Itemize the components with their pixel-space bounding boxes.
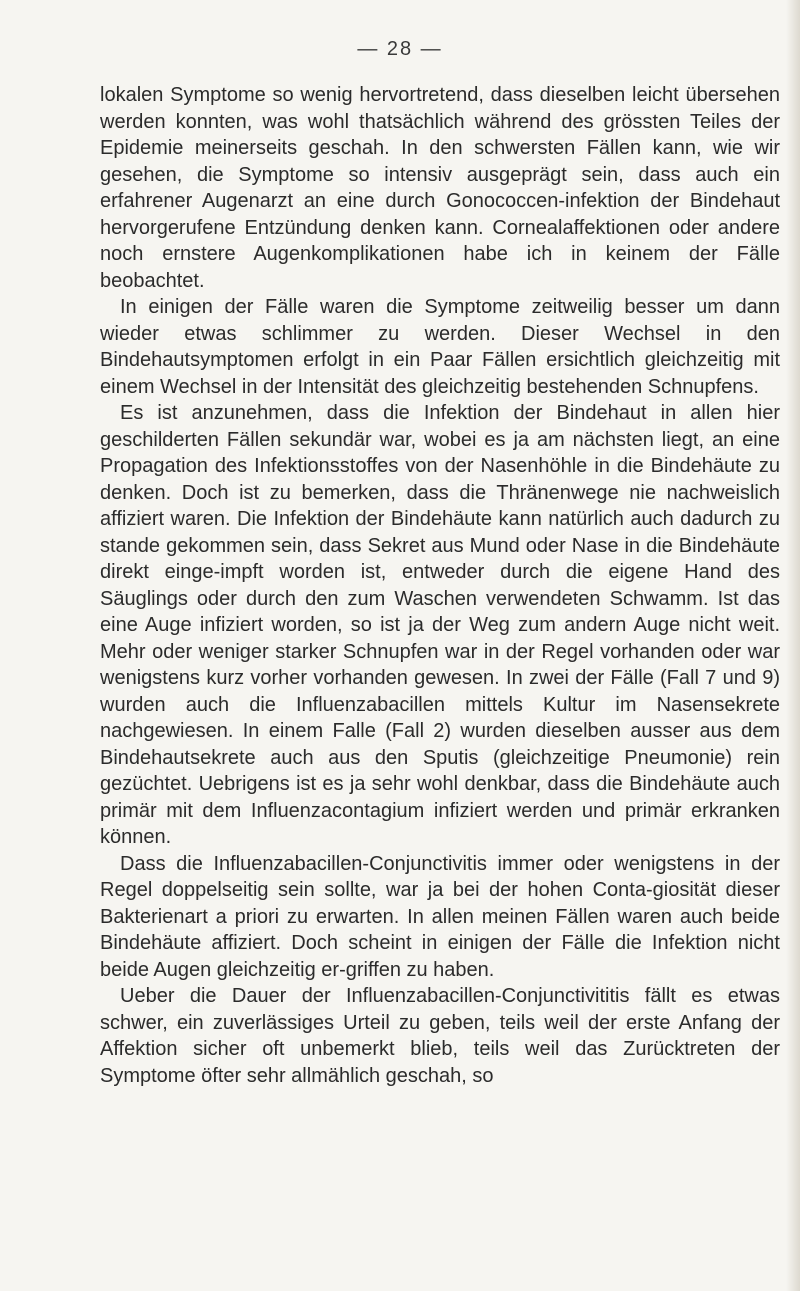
- page-edge-shadow: [786, 0, 800, 1291]
- body-text: [100, 82, 780, 1089]
- page-number: — 28 —: [357, 38, 443, 60]
- paragraph: Ueber die Dauer der Influenzabacillen-Conjunctivititis fällt es etwas schwer, ein zuverlässiges Urteil zu geben, teils weil der erste Anfang der Affektion sicher oft unbemerkt blieb, teils weil das Zurücktreten der Symptome öfter sehr allmählich geschah, so: [100, 985, 780, 1087]
- paragraph: Es ist anzunehmen, dass die Infektion der Bindehaut in allen hier geschilderten Fällen sekundär war, wobei es ja am nächsten liegt, an eine Propagation des Infektionsstoffes von der Nasenhöhle in die Bindehäute zu denken. Doch ist zu bemerken, dass die Thränenwege nie nachweislich affiziert waren. Die Infektion der Bindehäute kann natürlich auch dadurch zu stande gekommen sein, dass Sekret aus Mund oder Nase in die Bindehäute direkt einge-impft worden ist, entweder durch die eigene Hand des Säuglings oder durch den zum Waschen verwendeten Schwamm. Ist das eine Auge infiziert worden, so ist ja der Weg zum andern Auge nicht weit. Mehr oder weniger starker Schnupfen war in der Regel vorhanden oder war wenigstens kurz vorher vorhanden gewesen. In zwei der Fälle (Fall 7 und 9) wurden auch die Influenzabacillen mittels Kultur im Nasensekrete nachgewiesen. In einem Falle (Fall 2) wurden dieselben ausser aus dem Bindehautsekrete auch aus den Sputis (gleichzeitige Pneumonie) rein gezüchtet. Uebrigens ist es ja sehr wohl denkbar, dass die Bindehäute auch primär mit dem Influenzacontagium infiziert werden und primär erkranken können.: [100, 402, 780, 848]
- paragraph: In einigen der Fälle waren die Symptome zeitweilig besser um dann wieder etwas schlimmer zu werden. Dieser Wechsel in den Bindehautsymptomen erfolgt in ein Paar Fällen ersichtlich gleichzeitig mit einem Wechsel in der Intensität des gleichzeitig bestehenden Schnupfens.: [100, 296, 780, 398]
- paragraph: Dass die Influenzabacillen-Conjunctivitis immer oder wenigstens in der Regel doppelseitig sein sollte, war ja bei der hohen Conta-giosität dieser Bakterienart a priori zu erwarten. In allen meinen Fällen waren auch beide Bindehäute affiziert. Doch scheint in einigen der Fälle die Infektion nicht beide Augen gleichzeitig er-griffen zu haben.: [100, 852, 780, 981]
- paragraph: lokalen Symptome so wenig hervortretend, dass dieselben leicht übersehen werden konnten, was wohl thatsächlich während des grössten Teiles der Epidemie meinerseits geschah. In den schwersten Fällen kann, wie wir gesehen, die Symptome so intensiv ausgeprägt sein, dass auch ein erfahrener Augenarzt an eine durch Gonococcen-infektion der Bindehaut hervorgerufene Entzündung denken kann. Cornealaffektionen oder andere noch ernstere Augenkomplikationen habe ich in keinem der Fälle beobachtet.: [100, 84, 780, 292]
